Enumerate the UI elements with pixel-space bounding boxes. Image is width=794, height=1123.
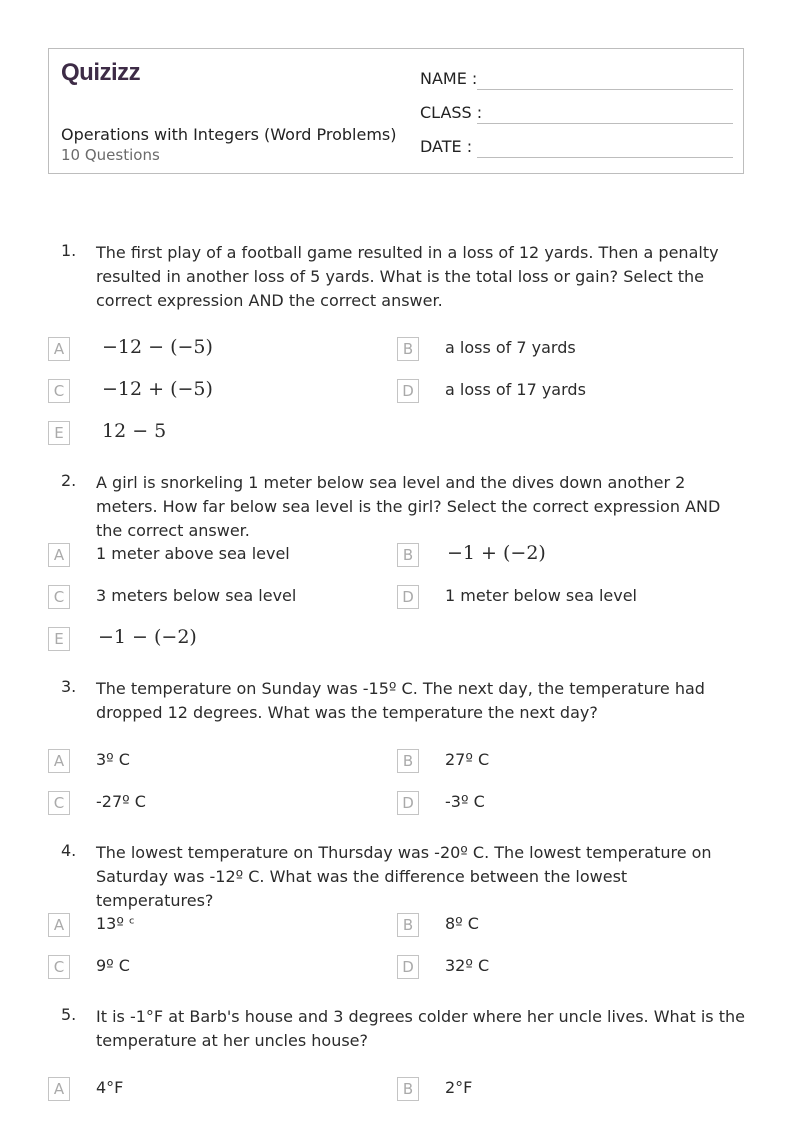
class-line xyxy=(477,123,733,124)
option-text: 2°F xyxy=(445,1078,473,1097)
name-line xyxy=(477,89,733,90)
option-text: 4°F xyxy=(96,1078,124,1097)
question-number: 3. xyxy=(61,677,77,696)
question-number: 2. xyxy=(61,471,77,490)
option-text: 1 meter above sea level xyxy=(96,544,290,563)
option-letter: D xyxy=(397,955,419,979)
option-letter: B xyxy=(397,543,419,567)
option-letter: C xyxy=(48,791,70,815)
option-text: −12 − (−5) xyxy=(102,336,213,358)
question-text: The temperature on Sunday was -15º C. The next day, the temperature had dropped 12 degrees. What was the temperature the next day? xyxy=(96,679,705,722)
date-line xyxy=(477,157,733,158)
question-number: 5. xyxy=(61,1005,77,1024)
worksheet-header xyxy=(48,48,744,174)
question-text: It is -1°F at Barb's house and 3 degrees colder where her uncle lives. What is the temperature at her uncles house? xyxy=(96,1007,745,1050)
option-text: -3º C xyxy=(445,792,485,811)
option-letter: C xyxy=(48,585,70,609)
question-text: The first play of a football game resulted in a loss of 12 yards. Then a penalty resulted in another loss of 5 yards. What is the total loss or gain? Select the correct expression AND the correct answer. xyxy=(96,243,719,310)
option-letter: C xyxy=(48,955,70,979)
option-text: -27º C xyxy=(96,792,146,811)
option-letter: D xyxy=(397,585,419,609)
option-text: 1 meter below sea level xyxy=(445,586,637,605)
question-text: A girl is snorkeling 1 meter below sea level and the dives down another 2 meters. How far below sea level is the girl? Select the correct expression AND the correct answer. xyxy=(96,473,721,540)
option-letter: B xyxy=(397,1077,419,1101)
worksheet-title: Operations with Integers (Word Problems) xyxy=(61,125,397,144)
option-letter: B xyxy=(397,337,419,361)
option-letter: A xyxy=(48,913,70,937)
name-label: NAME : xyxy=(420,69,478,88)
option-text: −1 + (−2) xyxy=(447,542,546,564)
option-text: a loss of 17 yards xyxy=(445,380,586,399)
option-text: 8º C xyxy=(445,914,479,933)
option-text: 9º C xyxy=(96,956,130,975)
date-label: DATE : xyxy=(420,137,473,156)
option-text: −1 − (−2) xyxy=(98,626,197,648)
option-letter: C xyxy=(48,379,70,403)
option-letter: A xyxy=(48,337,70,361)
option-letter: E xyxy=(48,627,70,651)
option-text: 3º C xyxy=(96,750,130,769)
question-text: The lowest temperature on Thursday was -20º C. The lowest temperature on Saturday was -12º C. What was the difference between the lowest temperatures? xyxy=(96,843,712,910)
question-number: 1. xyxy=(61,241,77,260)
option-letter: D xyxy=(397,791,419,815)
option-letter: E xyxy=(48,421,70,445)
quizizz-logo: Quizizz xyxy=(61,59,141,86)
option-text: 27º C xyxy=(445,750,490,769)
question-number: 4. xyxy=(61,841,77,860)
option-letter: B xyxy=(397,913,419,937)
option-text: 12 − 5 xyxy=(102,420,167,442)
class-label: CLASS : xyxy=(420,103,483,122)
option-letter: A xyxy=(48,1077,70,1101)
question-count: 10 Questions xyxy=(61,146,160,164)
option-text: −12 + (−5) xyxy=(102,378,213,400)
option-text: 32º C xyxy=(445,956,490,975)
option-letter: A xyxy=(48,543,70,567)
option-text: a loss of 7 yards xyxy=(445,338,576,357)
option-letter: B xyxy=(397,749,419,773)
option-text: 13º ᶜ xyxy=(96,914,135,933)
option-letter: D xyxy=(397,379,419,403)
option-letter: A xyxy=(48,749,70,773)
option-text: 3 meters below sea level xyxy=(96,586,297,605)
